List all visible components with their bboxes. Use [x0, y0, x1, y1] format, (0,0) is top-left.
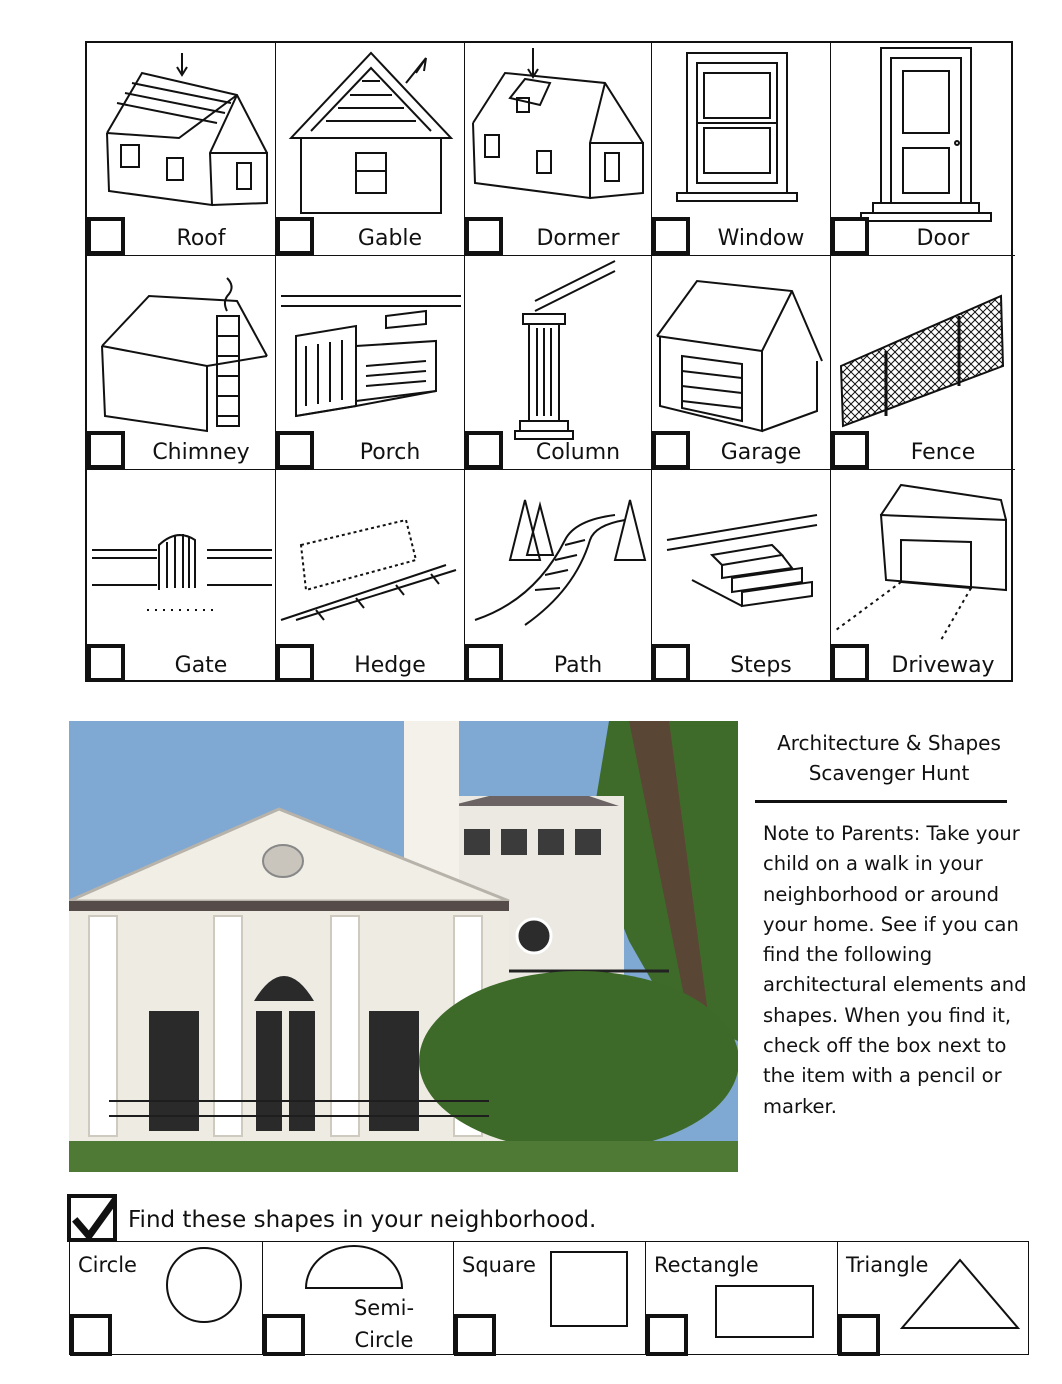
checklist-cell-chimney [87, 256, 276, 470]
checkbox-dormer[interactable] [465, 217, 503, 255]
checkmark-box [67, 1194, 117, 1242]
checkbox-square[interactable] [454, 1314, 496, 1356]
label-gable: Gable [357, 226, 423, 251]
checklist-cell-door [831, 43, 1015, 256]
label-square: Square [462, 1253, 536, 1277]
label-driveway: Driveway [891, 653, 995, 678]
checkbox-porch[interactable] [276, 431, 314, 469]
checkbox-triangle[interactable] [838, 1314, 880, 1356]
checklist-cell-gate [87, 470, 276, 682]
title-line-2: Scavenger Hunt [808, 761, 970, 785]
house-photo [69, 721, 738, 1172]
label-roof: Roof [176, 226, 226, 251]
checklist-cell-driveway [831, 470, 1015, 682]
checklist-cell-roof [87, 43, 276, 256]
checklist-cell-window [652, 43, 831, 256]
label-porch: Porch [359, 440, 421, 465]
checkbox-roof[interactable] [87, 217, 125, 255]
checklist-cell-fence [831, 256, 1015, 470]
checkbox-garage[interactable] [652, 431, 690, 469]
label-garage: Garage [720, 440, 802, 465]
label-door: Door [916, 226, 970, 251]
shape-cell-rectangle [646, 1242, 838, 1354]
checkbox-driveway[interactable] [831, 644, 869, 682]
checklist-cell-column [465, 256, 652, 470]
worksheet-title [755, 728, 1023, 788]
checklist-cell-garage [652, 256, 831, 470]
checkbox-gable[interactable] [276, 217, 314, 255]
label-path: Path [553, 653, 603, 678]
title-divider [755, 800, 1007, 803]
label-chimney: Chimney [152, 440, 250, 465]
checkbox-gate[interactable] [87, 644, 125, 682]
checklist-cell-porch [276, 256, 465, 470]
label-steps: Steps [730, 653, 792, 678]
checkbox-rectangle[interactable] [646, 1314, 688, 1356]
checkbox-window[interactable] [652, 217, 690, 255]
shape-cell-circle [70, 1242, 263, 1354]
label-semicircle-line-1: Semi- [353, 1296, 415, 1320]
checkmark-icon [71, 1198, 117, 1242]
label-column: Column [535, 440, 621, 465]
checkbox-steps[interactable] [652, 644, 690, 682]
label-rectangle: Rectangle [654, 1253, 759, 1277]
architecture-checklist-grid [85, 41, 1013, 682]
shape-cell-triangle [838, 1242, 1028, 1354]
label-semicircle-line-2: Circle [354, 1328, 414, 1352]
label-triangle: Triangle [846, 1253, 929, 1277]
shape-cell-semicircle [263, 1242, 454, 1354]
shape-cell-square [454, 1242, 646, 1354]
label-hedge: Hedge [354, 653, 426, 678]
title-line-1: Architecture & Shapes [777, 731, 1001, 755]
checkbox-chimney[interactable] [87, 431, 125, 469]
checkbox-fence[interactable] [831, 431, 869, 469]
checkbox-circle[interactable] [70, 1314, 112, 1356]
shapes-grid [69, 1241, 1029, 1355]
label-gate: Gate [174, 653, 228, 678]
checklist-cell-hedge [276, 470, 465, 682]
parents-note: Note to Parents: Take your child on a walk in your neighborhood or around your home. See if you can find the following architectural elements and shapes. When you find it, check off the box next to the item with a pencil or marker. [763, 822, 1027, 1118]
checklist-cell-dormer [465, 43, 652, 256]
label-semicircle [349, 1292, 419, 1356]
label-circle: Circle [78, 1253, 137, 1277]
checklist-cell-steps [652, 470, 831, 682]
checklist-cell-gable [276, 43, 465, 256]
label-fence: Fence [910, 440, 976, 465]
checklist-cell-path [465, 470, 652, 682]
label-window: Window [717, 226, 805, 251]
shapes-heading: Find these shapes in your neighborhood. [128, 1207, 597, 1233]
checkbox-path[interactable] [465, 644, 503, 682]
checkbox-semicircle[interactable] [263, 1314, 305, 1356]
checkbox-hedge[interactable] [276, 644, 314, 682]
checkbox-door[interactable] [831, 217, 869, 255]
label-dormer: Dormer [536, 226, 620, 251]
checkbox-column[interactable] [465, 431, 503, 469]
